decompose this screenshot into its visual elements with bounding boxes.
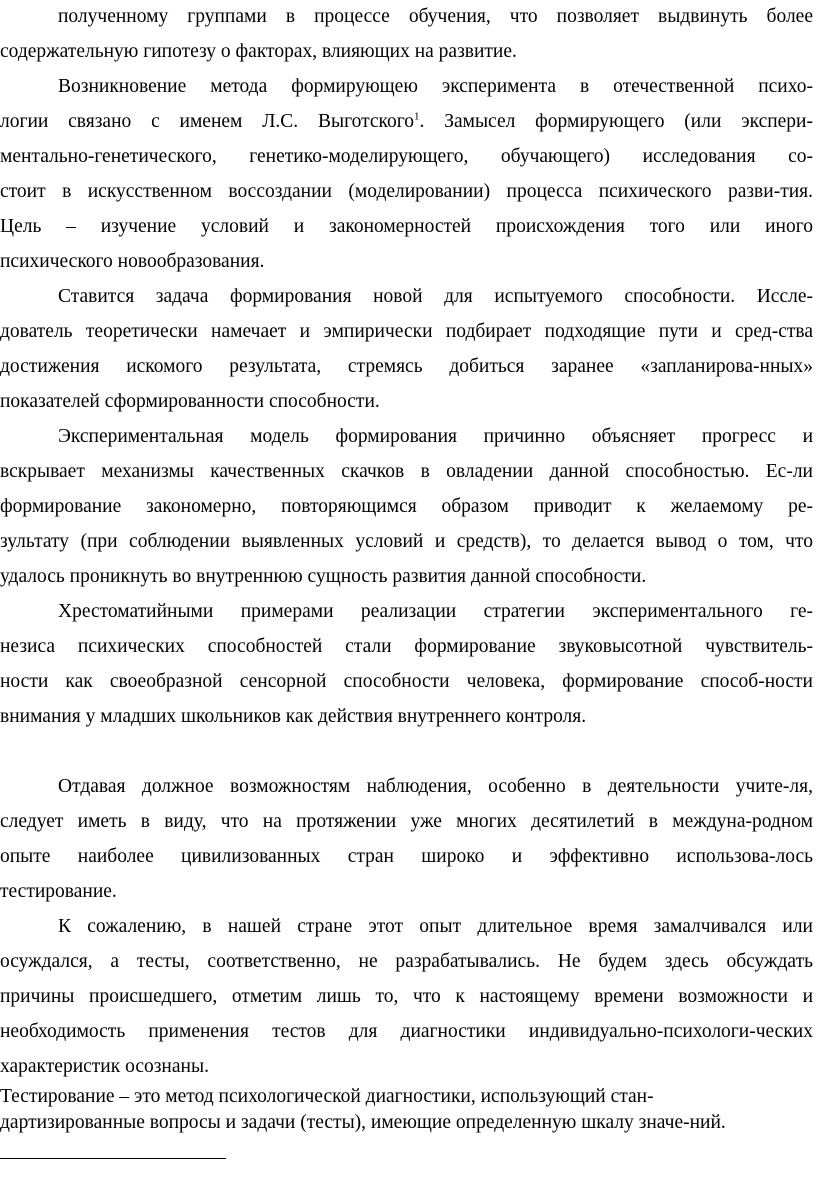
text-line: следует иметь в виду, что на протяжении уже многих десятилетий в междуна-родном — [0, 811, 813, 832]
text-line: Ставится задача формирования новой для испытуемого способности. Иссле- — [58, 286, 813, 307]
text-line: необходимость применения тестов для диагностики индивидуально-психологи-ческих — [0, 1021, 813, 1042]
text-line: дователь теоретически намечает и эмпирически подбирает подходящие пути и сред-ства — [0, 321, 813, 342]
text-line: незиса психических способностей стали формирование звуковысотной чувствитель- — [0, 636, 813, 657]
text-line: зультату (при соблюдении выявленных условий и средств), то делается вывод о том, что — [0, 531, 813, 552]
text-line: Цель – изучение условий и закономерностей происхождения того или иного — [0, 216, 813, 237]
text-line: Возникновение метода формирующею эксперимента в отечественной психо- — [58, 76, 813, 97]
text-line: тестирование. — [0, 881, 117, 902]
text-span: . Замысел формирующего (или экспери- — [419, 111, 813, 132]
text-line: внимания у младших школьников как действия внутреннего контроля. — [0, 706, 587, 727]
text-line: полученному группами в процессе обучения, что позволяет выдвинуть более — [58, 6, 813, 27]
text-line: Хрестоматийными примерами реализации стратегии экспериментального ге- — [58, 601, 813, 622]
text-line: Тестирование – это метод психологической диагностики, использующий стан- — [0, 1086, 654, 1107]
text-line: достижения искомого результата, стремясь добиться заранее «запланирова-нных» — [0, 356, 813, 377]
text-line: К сожалению, в нашей стране этот опыт длительное время замалчивался или — [58, 916, 813, 937]
text-line: показателей сформированности способности. — [0, 391, 380, 412]
text-line: удалось проникнуть во внутреннюю сущность развития данной способности. — [0, 566, 647, 587]
text-line: психического новообразования. — [0, 251, 265, 272]
text-line: ментально-генетического, генетико-моделирующего, обучающего) исследования со- — [0, 146, 813, 167]
text-line: осуждался, а тесты, соответственно, не разрабатывались. Не будем здесь обсуждать — [0, 951, 813, 972]
text-line: формирование закономерно, повторяющимся образом приводит к желаемому ре- — [0, 496, 813, 517]
text-line: содержательную гипотезу о факторах, влияющих на развитие. — [0, 41, 517, 62]
text-span: логии связано с именем Л.С. Выготского — [0, 111, 415, 132]
text-line — [0, 109, 813, 135]
text-line: опыте наиболее цивилизованных стран широко и эффективно использова-лось — [0, 846, 813, 867]
text-line: Экспериментальная модель формирования причинно объясняет прогресс и — [58, 426, 813, 447]
text-line: причины происшедшего, отметим лишь то, что к настоящему времени возможности и — [0, 986, 813, 1007]
text-line: стоит в искусственном воссоздании (моделировании) процесса психического разви-тия. — [0, 181, 813, 202]
footnote-separator — [0, 1158, 226, 1159]
text-line: ности как своеобразной сенсорной способности человека, формирование способ-ности — [0, 671, 813, 692]
text-line: вскрывает механизмы качественных скачков в овладении данной способностью. Ес-ли — [0, 461, 813, 482]
footnote-reference[interactable]: 1 — [414, 110, 420, 123]
text-line: Отдавая должное возможностям наблюдения, особенно в деятельности учите-ля, — [58, 776, 813, 797]
text-line: дартизированные вопросы и задачи (тесты), имеющие определенную шкалу значе-ний. — [0, 1112, 726, 1133]
text-line: характеристик осознаны. — [0, 1056, 209, 1077]
